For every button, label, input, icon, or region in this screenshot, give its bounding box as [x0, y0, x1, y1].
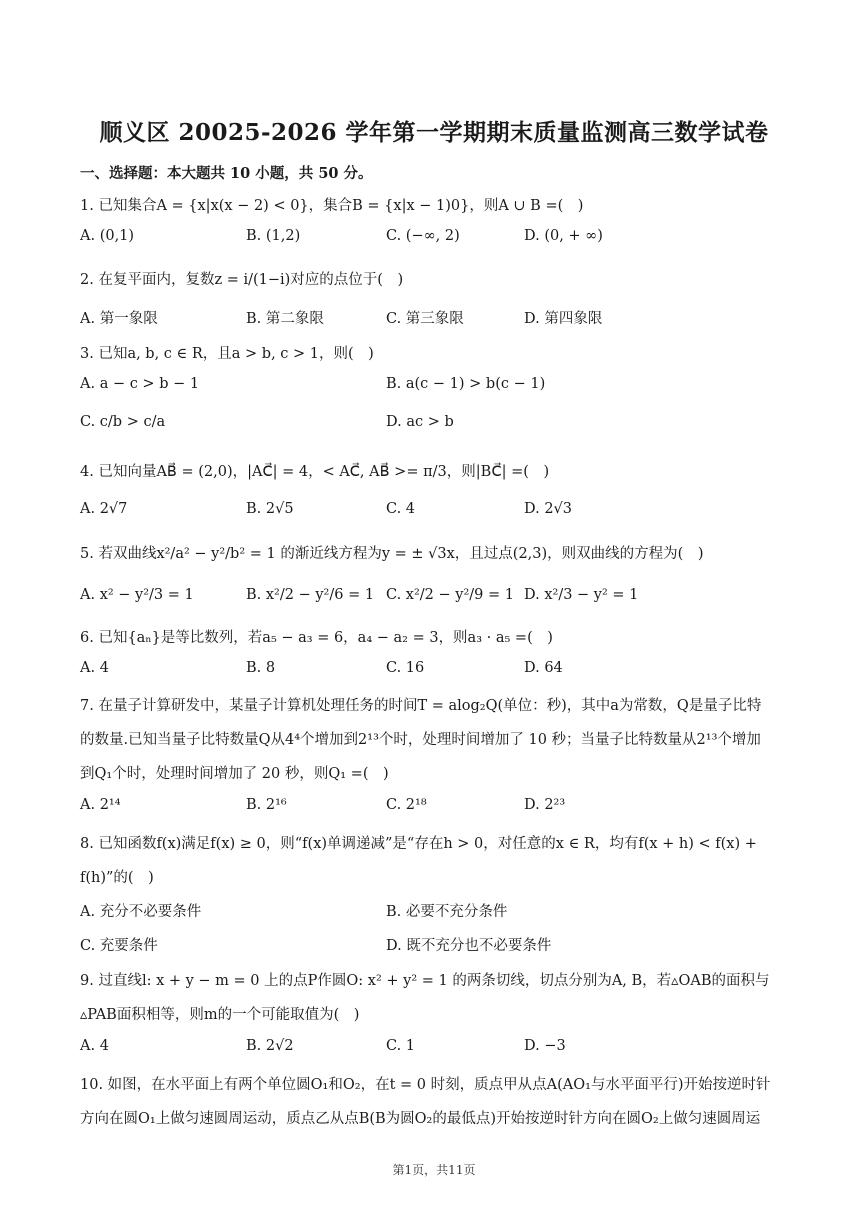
- question-1-stem: 1. 已知集合A = {x|x(x − 2) < 0}，集合B = {x|x − 1)0}，则A ∪ B =( ): [80, 198, 584, 214]
- question-6-option-a: A. 4: [80, 660, 109, 676]
- page-footer: 第1页，共11页: [392, 1163, 476, 1177]
- question-4-option-a: A. 2√7: [80, 501, 128, 517]
- question-2-option-d: D. 第四象限: [524, 311, 603, 327]
- question-8-line-1: 8. 已知函数f(x)满足f(x) ≥ 0，则“f(x)单调递减”是“存在h > 0，对任意的x ∈ R，均有f(x + h) < f(x) +: [80, 836, 757, 852]
- question-7-option-c: C. 2¹⁸: [386, 797, 427, 813]
- question-6-option-d: D. 64: [524, 660, 563, 676]
- question-8-line-2: f(h)”的( ): [80, 870, 154, 886]
- question-9-line-1: 9. 过直线l: x + y − m = 0 上的点P作圆O: x² + y² = 1 的两条切线，切点分别为A, B，若▵OAB的面积与: [80, 973, 770, 989]
- question-7-option-b: B. 2¹⁶: [246, 797, 287, 813]
- question-2-stem: 2. 在复平面内，复数z = i/(1−i)对应的点位于( ): [80, 272, 404, 288]
- question-9-option-a: A. 4: [80, 1038, 109, 1054]
- question-5-option-c: C. x²/2 − y²/9 = 1: [386, 587, 514, 603]
- question-7-option-a: A. 2¹⁴: [80, 797, 121, 813]
- question-5-option-a: A. x² − y²/3 = 1: [80, 587, 194, 603]
- question-4-option-b: B. 2√5: [246, 501, 294, 517]
- question-5-stem: 5. 若双曲线x²/a² − y²/b² = 1 的渐近线方程为y = ± √3x，且过点(2,3)，则双曲线的方程为( ): [80, 546, 704, 562]
- question-9-option-d: D. −3: [524, 1038, 566, 1054]
- question-2-option-b: B. 第二象限: [246, 311, 324, 327]
- question-6-stem: 6. 已知{aₙ}是等比数列，若a₅ − a₃ = 6，a₄ − a₂ = 3，则a₃ · a₅ =( ): [80, 630, 553, 646]
- question-7-option-d: D. 2²³: [524, 797, 566, 813]
- question-7-line-3: 到Q₁个时，处理时间增加了 20 秒，则Q₁ =( ): [80, 766, 389, 782]
- question-5-option-d: D. x²/3 − y² = 1: [524, 587, 639, 603]
- question-9-line-2: ▵PAB面积相等，则m的一个可能取值为( ): [80, 1007, 360, 1023]
- question-1-option-c: C. (−∞, 2): [386, 228, 460, 244]
- question-8-option-d: D. 既不充分也不必要条件: [386, 938, 552, 954]
- question-10-line-1: 10. 如图，在水平面上有两个单位圆O₁和O₂，在t = 0 时刻，质点甲从点A(AO₁与水平面平行)开始按逆时针: [80, 1077, 771, 1093]
- question-8-option-c: C. 充要条件: [80, 938, 158, 954]
- question-4-option-d: D. 2√3: [524, 501, 573, 517]
- question-3-option-b: B. a(c − 1) > b(c − 1): [386, 376, 546, 392]
- question-4-option-c: C. 4: [386, 501, 416, 517]
- question-3-stem: 3. 已知a, b, c ∈ R，且a > b, c > 1，则( ): [80, 346, 374, 362]
- question-8-option-a: A. 充分不必要条件: [80, 904, 202, 920]
- page-title: 顺义区 20025-2026 学年第一学期期末质量监测高三数学试卷: [99, 119, 769, 146]
- question-9-option-b: B. 2√2: [246, 1038, 294, 1054]
- question-3-option-a: A. a − c > b − 1: [80, 376, 200, 392]
- question-5-option-b: B. x²/2 − y²/6 = 1: [246, 587, 375, 603]
- question-6-option-c: C. 16: [386, 660, 425, 676]
- question-6-option-b: B. 8: [246, 660, 276, 676]
- question-1-option-b: B. (1,2): [246, 228, 301, 244]
- question-7-line-2: 的数量.已知当量子比特数量Q从4⁴个增加到2¹³个时，处理时间增加了 10 秒；当量子比特数量从2¹³个增加: [80, 732, 761, 748]
- question-3-option-c: C. c/b > c/a: [80, 414, 166, 430]
- section-heading: 一、选择题：本大题共 10 小题，共 50 分。: [80, 165, 373, 182]
- question-3-option-d: D. ac > b: [386, 414, 454, 430]
- question-7-line-1: 7. 在量子计算研发中，某量子计算机处理任务的时间T = alog₂Q(单位：秒)，其中a为常数，Q是量子比特: [80, 698, 762, 714]
- question-10-line-2: 方向在圆O₁上做匀速圆周运动，质点乙从点B(B为圆O₂的最低点)开始按逆时针方向在圆O₂上做匀速圆周运: [80, 1111, 761, 1127]
- question-1-option-d: D. (0, + ∞): [524, 228, 603, 244]
- question-1-option-a: A. (0,1): [80, 228, 135, 244]
- question-8-option-b: B. 必要不充分条件: [386, 904, 508, 920]
- question-4-stem: 4. 已知向量AB⃗ = (2,0)，|AC⃗| = 4，< AC⃗, AB⃗ >= π/3，则|BC⃗| =( ): [80, 464, 550, 480]
- question-2-option-a: A. 第一象限: [80, 311, 158, 327]
- question-2-option-c: C. 第三象限: [386, 311, 464, 327]
- question-9-option-c: C. 1: [386, 1038, 416, 1054]
